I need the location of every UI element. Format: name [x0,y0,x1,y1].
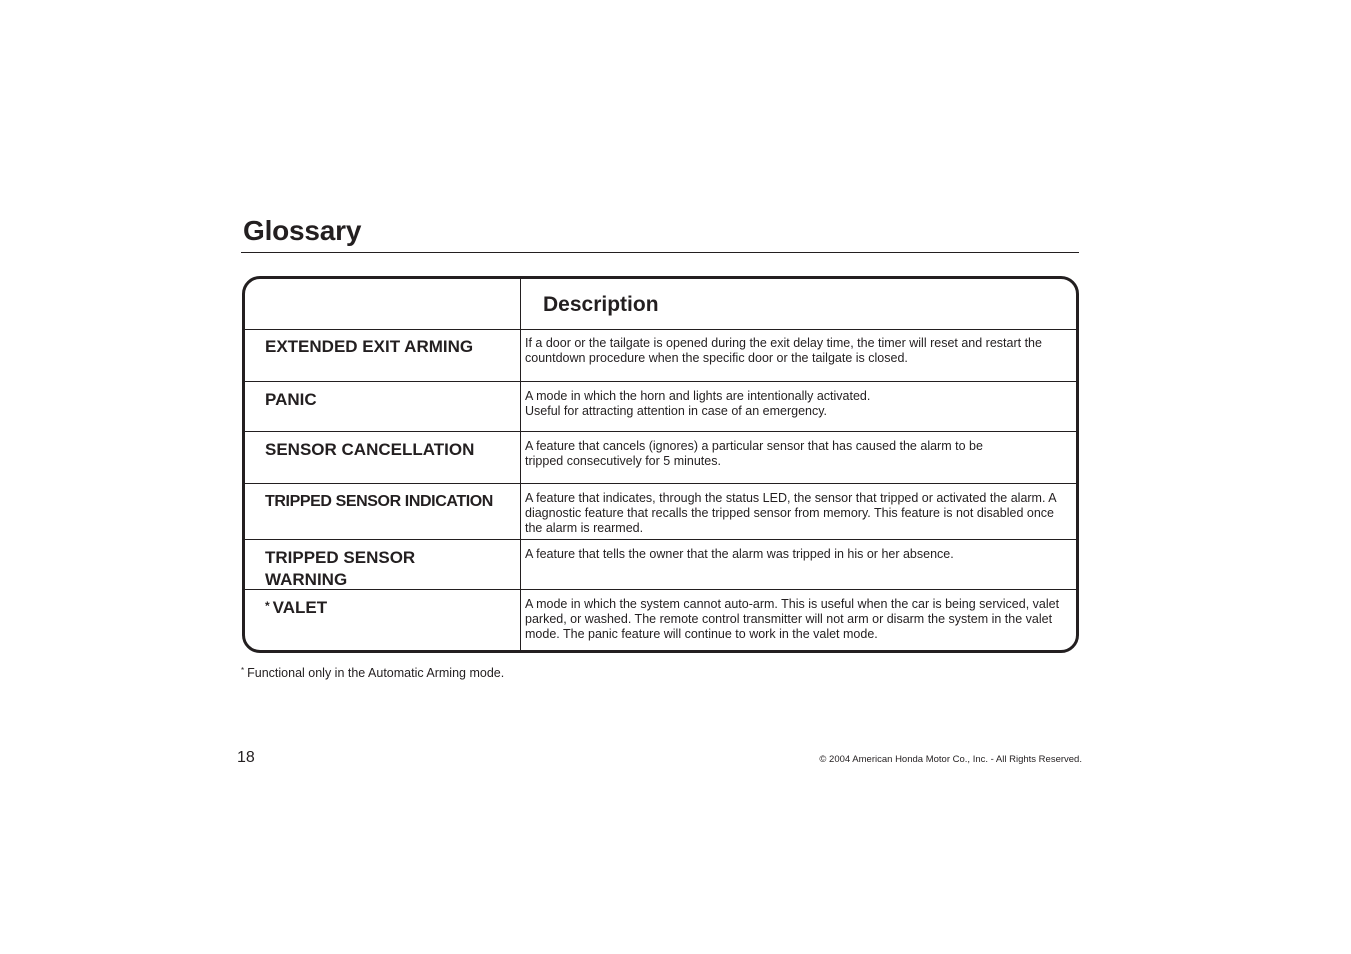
description-line: If a door or the tailgate is opened during the exit delay time, the timer will reset and restart the [525,336,1042,350]
page-title: Glossary [243,215,362,246]
term-sensor-cancellation: SENSOR CANCELLATION [265,440,475,459]
page-number: 18 [237,749,255,766]
table-header-row [245,279,1076,330]
term-valet [265,597,513,619]
description-line: diagnostic feature that recalls the tripped sensor from memory. This feature is not disabled once [525,505,1054,520]
glossary-table [242,276,1079,653]
footnote-text: Functional only in the Automatic Arming mode. [247,666,505,680]
title-divider [241,252,1079,253]
table-row [245,484,1076,540]
description-line: tripped consecutively for 5 minutes. [525,453,721,468]
description-line: A mode in which the horn and lights are intentionally activated. [525,389,871,403]
term-tripped-sensor-warning [265,547,513,591]
description-line: parked, or washed. The remote control transmitter will not arm or disarm the system in the valet [525,611,1053,626]
description-line: the alarm is rearmed. [525,520,644,535]
table-row [245,382,1076,432]
description-panic [525,389,1077,419]
description-line: A feature that cancels (ignores) a particular sensor that has caused the alarm to be [525,439,983,453]
table-row [245,432,1076,484]
table-row [245,540,1076,590]
term-line: WARNING [265,570,348,589]
term-panic: PANIC [265,390,317,409]
term-line: TRIPPED SENSOR [265,548,416,567]
description-tripped-sensor-warning [525,547,1077,562]
description-line: A feature that indicates, through the status LED, the sensor that tripped or activated the alarm. A [525,491,1057,505]
description-tripped-sensor-indication [525,491,1077,535]
description-line: Useful for attracting attention in case of an emergency. [525,403,828,418]
footnote [241,666,504,681]
description-line: A mode in which the system cannot auto-arm. This is useful when the car is being serviced, valet [525,597,1060,611]
description-line: A feature that tells the owner that the alarm was tripped in his or her absence. [525,547,954,561]
description-valet [525,597,1077,641]
footnote-marker: * [241,666,245,675]
description-extended-exit-arming [525,336,1077,366]
term-label: VALET [272,598,328,617]
description-line: mode. The panic feature will continue to work in the valet mode. [525,626,878,641]
table-row [245,329,1076,382]
description-column-header: Description [543,293,659,316]
term-extended-exit-arming: EXTENDED EXIT ARMING [265,337,474,356]
copyright-notice: © 2004 American Honda Motor Co., Inc. - All Rights Reserved. [819,754,1082,765]
footnote-marker: * [265,599,270,613]
description-sensor-cancellation [525,439,1077,469]
term-tripped-sensor-indication: TRIPPED SENSOR INDICATION [265,493,493,510]
description-line: countdown procedure when the specific door or the tailgate is closed. [525,350,908,365]
table-row [245,590,1076,653]
